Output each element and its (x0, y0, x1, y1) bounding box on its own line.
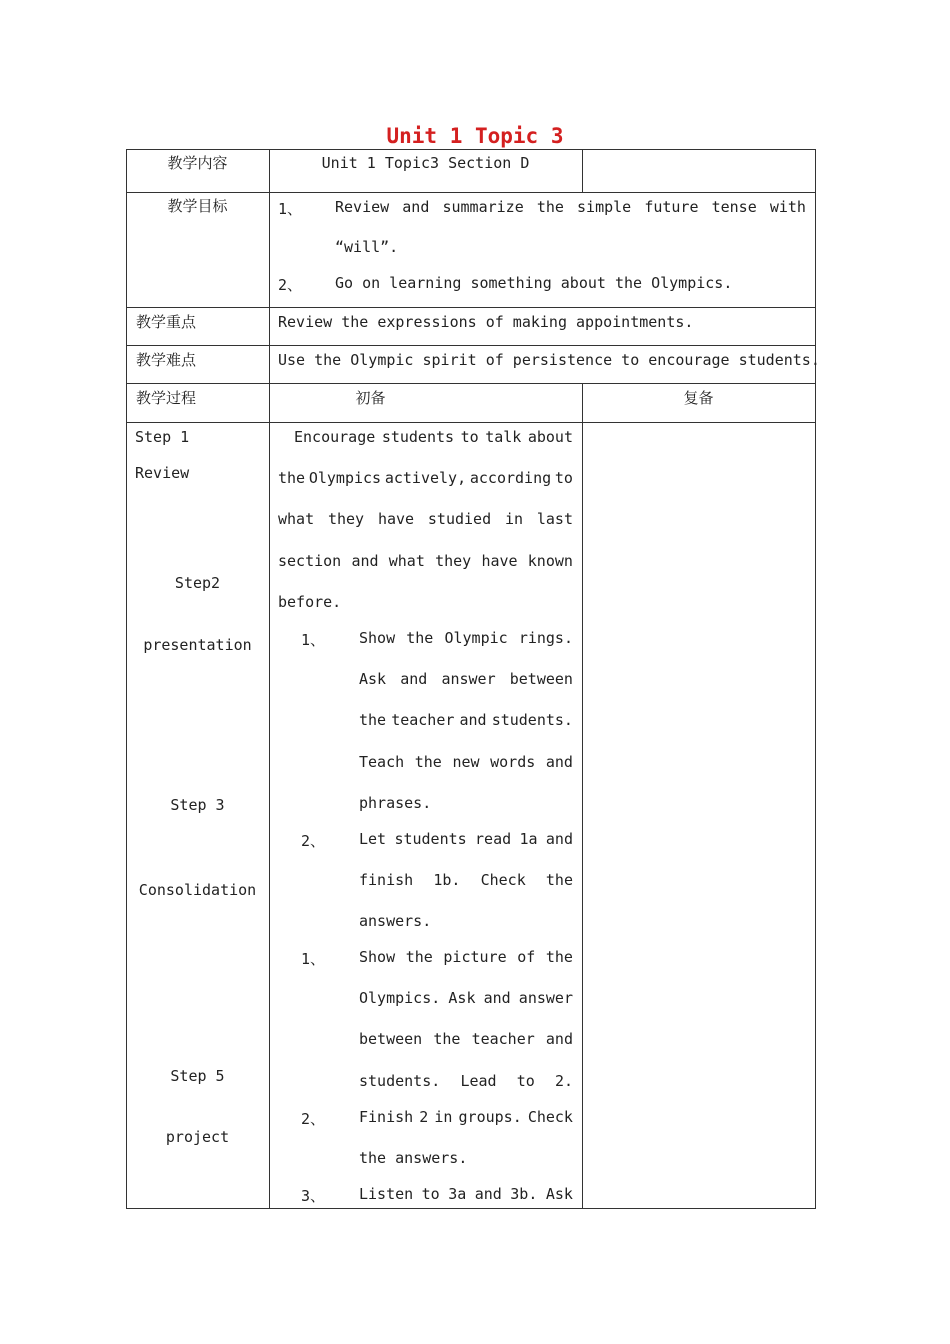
step-1-name: Review (135, 464, 190, 482)
word: Encourage (294, 428, 376, 446)
word: the (536, 198, 564, 216)
word: to (460, 428, 479, 446)
word: the (405, 948, 433, 966)
word: read (475, 830, 512, 848)
word: last (536, 510, 573, 529)
word: Olympics (308, 469, 382, 488)
word: Finish (359, 1108, 414, 1126)
table-border-top (126, 149, 816, 150)
word: 3a (448, 1185, 467, 1203)
word: the (545, 948, 573, 966)
word: Olympics. (359, 989, 441, 1008)
word: students (394, 830, 467, 848)
table-border-left (126, 149, 127, 1209)
word: Let (359, 830, 387, 848)
word: between (509, 670, 573, 689)
content-value: Unit 1 Topic3 Section D (321, 154, 530, 172)
step3-item-2-number: 2、 (301, 1110, 326, 1128)
word: studied (427, 510, 492, 529)
word: to (554, 469, 573, 488)
step-1-label: Step 1 (135, 428, 190, 446)
word: and (474, 1185, 502, 1203)
table-border-right (815, 149, 816, 1209)
text-line (359, 794, 431, 812)
difficulties-label: 教学难点 (136, 351, 197, 369)
text-line (359, 629, 573, 647)
initial-prep-header: 初备 (355, 389, 386, 407)
word: Show (359, 629, 396, 647)
word: and (400, 670, 428, 689)
word: Ask (359, 670, 387, 689)
word: teacher (391, 711, 455, 730)
word: simple (577, 198, 632, 216)
text-line (359, 989, 573, 1007)
word: answers. (395, 1149, 468, 1168)
step-5-name: project (165, 1128, 230, 1146)
word: rings. (518, 629, 573, 647)
text-line (359, 753, 573, 771)
review-prep-header: 复备 (683, 389, 714, 407)
word: the (359, 1149, 387, 1168)
word: have (481, 551, 518, 570)
step3-item-1-number: 1、 (301, 950, 326, 968)
word: and (545, 752, 573, 771)
word: to (516, 1071, 535, 1090)
text-line (359, 830, 573, 848)
key-points-text: Review the expressions of making appointments. (278, 313, 694, 331)
word: summarize (442, 198, 524, 216)
step2-item-2-number: 2、 (301, 832, 326, 850)
word: and (545, 830, 573, 848)
word: talk (485, 428, 522, 446)
row-divider (126, 345, 816, 346)
word: and (545, 1030, 573, 1049)
word: to (421, 1185, 440, 1203)
word: what (388, 551, 425, 570)
text-line (294, 428, 573, 446)
word: tense (711, 198, 757, 216)
text-line (359, 711, 573, 729)
text-line (278, 593, 341, 611)
word: and (351, 551, 379, 570)
word: section (278, 551, 342, 570)
word: Ask (545, 1185, 573, 1203)
word: students (381, 428, 455, 446)
row-divider (126, 307, 816, 308)
word: Check (527, 1108, 573, 1126)
word: have (377, 510, 415, 529)
word: Lead (460, 1071, 497, 1090)
word: answers. (359, 912, 432, 931)
word: groups. (458, 1108, 522, 1126)
text-line (359, 1185, 573, 1203)
text-line (359, 1108, 573, 1126)
text-line (359, 1149, 467, 1167)
word: Show (359, 948, 396, 966)
step3-item-3-number: 3、 (301, 1187, 326, 1205)
text-line (359, 1030, 573, 1048)
step-2-name: presentation (143, 636, 252, 654)
word: the (414, 752, 442, 771)
text-line (359, 948, 573, 966)
step-3-label: Step 3 (170, 796, 225, 814)
word: 2. (554, 1071, 573, 1090)
word: 2 (419, 1108, 429, 1126)
word: teacher (471, 1030, 535, 1049)
step-2-label: Step2 (174, 574, 221, 592)
text-line (359, 1072, 573, 1090)
text-line (359, 912, 431, 930)
process-label: 教学过程 (136, 389, 197, 407)
column-divider (582, 149, 583, 193)
document-title: Unit 1 Topic 3 (386, 124, 564, 148)
word: the (359, 711, 387, 730)
word: picture (443, 948, 507, 966)
row-divider (126, 383, 816, 384)
word: the (433, 1030, 461, 1049)
word: the (278, 469, 306, 488)
word: in (434, 1108, 453, 1126)
word: Listen (359, 1185, 414, 1203)
word: actively, (384, 469, 467, 488)
step-3-name: Consolidation (138, 881, 257, 899)
word: Review (335, 198, 390, 216)
word: new (452, 752, 480, 771)
content-label: 教学内容 (167, 154, 228, 172)
text-line (278, 510, 573, 528)
word: words (490, 752, 536, 771)
word: Check (480, 871, 526, 890)
word: they (435, 551, 472, 570)
word: between (359, 1030, 423, 1049)
row-divider (126, 192, 816, 193)
difficulties-text: Use the Olympic spirit of persistence to encourage students. (278, 351, 820, 369)
word: known (527, 551, 573, 570)
word: of (517, 948, 536, 966)
word: future (644, 198, 699, 216)
word: and (459, 711, 487, 730)
lesson-plan-table (126, 149, 820, 1209)
objective-1-number: 1、 (278, 200, 303, 218)
word: Teach (359, 752, 405, 771)
objectives-label: 教学目标 (167, 197, 228, 215)
word: Ask (448, 989, 476, 1008)
step2-item-1-number: 1、 (301, 631, 326, 649)
word: in (504, 510, 524, 529)
objective-1-text (335, 198, 806, 216)
column-divider (269, 149, 270, 1209)
text-line (359, 670, 573, 688)
column-divider (582, 383, 583, 1209)
word: about (527, 428, 573, 446)
text-line (359, 871, 573, 889)
word: with (769, 198, 806, 216)
word: the (406, 629, 434, 647)
text-line (278, 552, 573, 570)
word: 3b. (510, 1185, 538, 1203)
objective-2-number: 2、 (278, 276, 303, 294)
word: and (483, 989, 511, 1008)
text-line (278, 469, 573, 487)
word: and (402, 198, 430, 216)
word: 1b. (433, 871, 461, 890)
word: students. (359, 1071, 441, 1090)
word: answer (518, 989, 573, 1008)
row-divider (126, 422, 816, 423)
step-5-label: Step 5 (170, 1067, 225, 1085)
word: finish (359, 871, 414, 890)
word: what (278, 510, 315, 529)
word: according (469, 469, 552, 488)
word: answer (441, 670, 496, 689)
objective-2-text: Go on learning something about the Olympics. (335, 274, 733, 292)
word: the (545, 871, 573, 890)
key-points-label: 教学重点 (136, 313, 197, 331)
word: phrases. (359, 793, 432, 812)
word: students. (491, 711, 573, 730)
objective-1-continuation: “will”. (335, 238, 399, 256)
word: before. (278, 592, 342, 611)
table-border-bottom (126, 1208, 816, 1209)
word: 1a (519, 830, 538, 848)
word: Olympic (444, 629, 508, 647)
word: they (327, 510, 365, 529)
